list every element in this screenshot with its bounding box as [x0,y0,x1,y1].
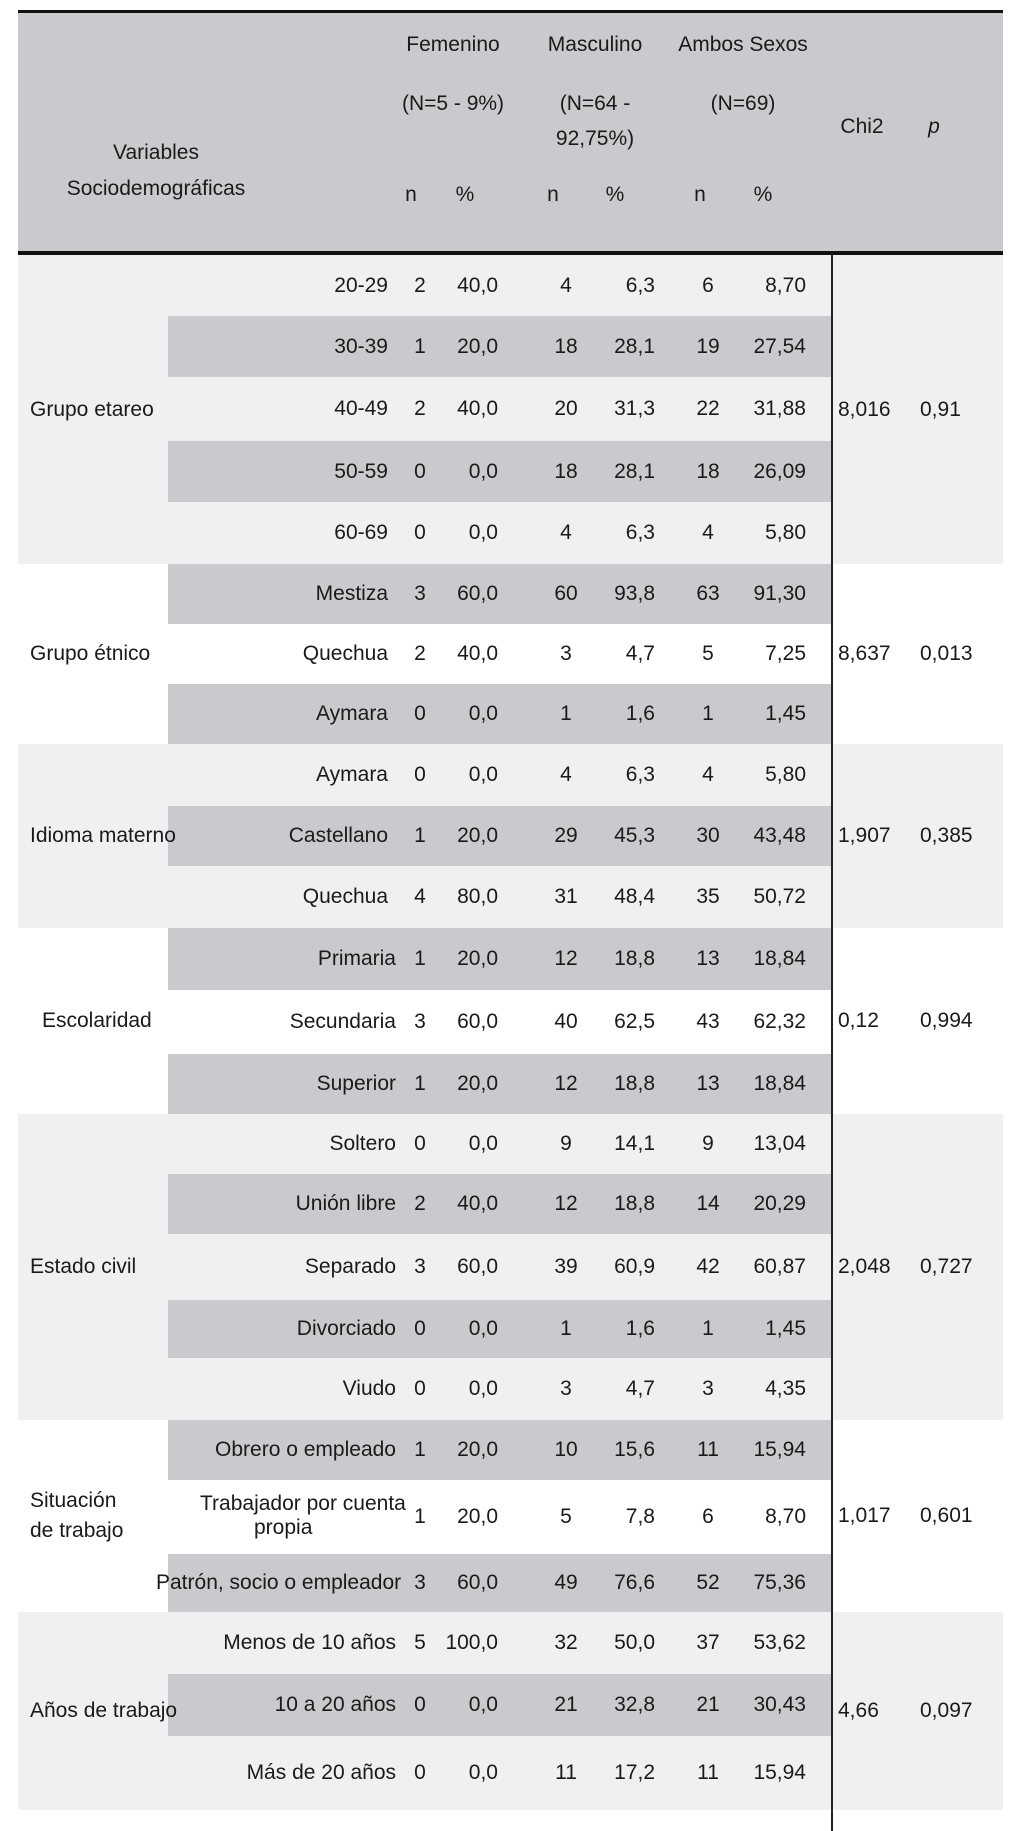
table-cell: 60,0 [457,1010,498,1033]
table-cell: 11 [697,1438,719,1461]
table-cell: 21 [554,1693,578,1716]
header-n-masc: n [547,183,559,206]
table-cell: 5 [560,1505,572,1528]
table-cell: 1 [560,1317,572,1340]
chi2-value: 2,048 [838,1255,891,1278]
category-label: Castellano [288,824,388,847]
header-variables-line2: Sociodemográficas [66,177,246,200]
group-label: Años de trabajo [30,1699,178,1722]
header-chi2: Chi2 [840,115,884,138]
table-cell: 14,1 [614,1132,655,1155]
category-label: Separado [304,1255,396,1278]
category-label: Quechua [302,885,388,908]
group-label: de trabajo [30,1519,124,1542]
table-cell: 18,8 [614,1192,655,1215]
table-cell: 20,0 [457,1438,498,1461]
table-cell: 7,25 [765,642,806,665]
table-cell: 60,87 [753,1255,806,1278]
table-cell: 93,8 [614,582,655,605]
table-cell: 15,94 [753,1438,806,1461]
table-cell: 49 [554,1571,578,1594]
table-cell: 1 [414,824,426,847]
table-cell: 0,0 [468,459,498,483]
table-cell: 1 [414,334,426,358]
header-n-ambos: n [694,183,706,206]
category-label: 40-49 [334,397,388,420]
table-cell: 20,0 [457,334,498,358]
table-cell: 100,0 [445,1631,498,1654]
table-cell: 6,3 [625,273,655,297]
table-cell: 15,6 [614,1438,655,1461]
table-cell: 0,0 [468,1132,498,1155]
table-cell: 20 [554,397,578,420]
header-masculino-n1: (N=64 - [559,92,631,115]
table-cell: 80,0 [457,885,498,908]
table-cell: 3 [414,1571,426,1594]
table-cell: 40,0 [457,642,498,665]
table-cell: 0 [414,1317,426,1340]
table-cell: 8,70 [765,273,806,297]
table-cell: 4 [702,763,714,786]
category-label: Trabajador por cuenta [200,1492,406,1515]
table-cell: 75,36 [753,1571,806,1594]
table-cell: 53,62 [753,1631,806,1654]
table-cell: 48,4 [614,885,655,908]
table-cell: 0,0 [468,1761,498,1784]
table-cell: 26,09 [753,459,806,483]
table-cell: 4 [560,763,572,786]
table-cell: 76,6 [614,1571,655,1594]
chi2-value: 4,66 [838,1699,879,1722]
table-cell: 0,0 [468,1317,498,1340]
group-label: Escolaridad [42,1009,152,1032]
table-cell: 18 [554,334,578,358]
table-cell: 0,0 [468,763,498,786]
category-label-cont: propia [254,1516,313,1539]
table-cell: 12 [554,947,578,970]
category-label: Aymara [316,702,388,725]
p-value: 0,601 [920,1504,973,1527]
table-cell: 91,30 [753,582,806,605]
group-label: Situación [30,1489,117,1512]
table-cell: 40,0 [457,1192,498,1215]
chi2-value: 0,12 [838,1009,879,1032]
table-cell: 20,29 [753,1192,806,1215]
table-cell: 37 [696,1631,720,1654]
table-cell: 31 [554,885,578,908]
table-cell: 1 [414,1505,426,1528]
table-cell: 4 [414,885,426,908]
category-label: Superior [316,1072,396,1095]
header-pct-ambos: % [753,183,773,206]
table-cell: 20,0 [457,1505,498,1528]
category-label: Patrón, socio o empleador [156,1571,402,1594]
category-label: Aymara [316,763,388,786]
table-cell: 10 [554,1438,578,1461]
p-value: 0,91 [920,397,961,421]
table-cell: 2 [414,642,426,665]
table-cell: 27,54 [753,334,806,358]
table-cell: 1 [560,702,572,725]
p-value: 0,994 [920,1009,973,1032]
header-ambos: Ambos Sexos [678,33,808,56]
category-label: 60-69 [334,521,388,544]
table-cell: 4 [560,273,572,297]
table-cell: 5 [702,642,714,665]
table-cell: 1 [414,1072,426,1095]
table-cell: 1,6 [625,1317,655,1340]
table-cell: 13,04 [753,1132,806,1155]
p-value: 0,097 [920,1699,973,1722]
header-femenino-n: (N=5 - 9%) [401,92,505,115]
category-label: Quechua [302,642,388,665]
table-cell: 20,0 [457,824,498,847]
table-cell: 18,84 [753,1072,806,1095]
table-cell: 31,88 [753,397,806,420]
table-cell: 4,7 [625,642,655,665]
table-cell: 1 [702,1317,714,1340]
table-cell: 39 [554,1255,578,1278]
table-cell: 0,0 [468,1693,498,1716]
table-cell: 50,72 [753,885,806,908]
table-cell: 52 [696,1571,720,1594]
table-cell: 18,8 [614,1072,655,1095]
table-cell: 0,0 [468,702,498,725]
category-label: Viudo [342,1377,396,1400]
table-cell: 60,0 [457,582,498,605]
table-cell: 4,35 [765,1377,806,1400]
table-cell: 3 [414,1010,426,1033]
table-cell: 11 [555,1761,577,1784]
table-cell: 60 [554,582,578,605]
table-cell: 12 [554,1192,578,1215]
table-cell: 43 [696,1010,720,1033]
table-cell: 8,70 [765,1505,806,1528]
table-cell: 0 [414,1377,426,1400]
table-cell: 45,3 [614,824,655,847]
table-cell: 5 [414,1631,426,1654]
header-femenino: Femenino [406,33,500,56]
table-cell: 0,0 [468,521,498,544]
table-cell: 13 [696,947,720,970]
chi2-value: 1,017 [838,1504,891,1527]
table-cell: 2 [414,273,426,297]
category-label: 10 a 20 años [274,1693,396,1716]
table-cell: 19 [696,334,720,358]
group-label: Estado civil [30,1255,137,1278]
table-cell: 20,0 [457,947,498,970]
table-cell: 60,0 [457,1255,498,1278]
table-cell: 31,3 [614,397,655,420]
table-cell: 43,48 [753,824,806,847]
header-ambos-n: (N=69) [710,92,776,115]
header-pct-masc: % [605,183,625,206]
chi2-value: 1,907 [838,824,891,847]
category-label: Menos de 10 años [223,1631,396,1654]
table-cell: 60,9 [614,1255,655,1278]
table-cell: 40,0 [457,397,498,420]
category-label: Primaria [317,947,396,970]
table-cell: 40 [554,1010,578,1033]
table-cell: 6 [702,273,714,297]
category-label: Más de 20 años [246,1761,396,1784]
table-cell: 4,7 [625,1377,655,1400]
table-cell: 11 [697,1761,719,1784]
group-label: Grupo étnico [30,642,151,665]
category-label: Soltero [329,1132,396,1155]
table-cell: 7,8 [625,1505,655,1528]
chi2-value: 8,637 [838,642,891,665]
category-label: 20-29 [334,273,388,297]
table-cell: 22 [696,397,720,420]
category-label: Divorciado [296,1317,396,1340]
p-value: 0,727 [920,1255,973,1278]
table-cell: 63 [696,582,720,605]
table-cell: 0 [414,702,426,725]
table-cell: 14 [696,1192,720,1215]
category-label: Mestiza [315,582,388,605]
header-masculino: Masculino [547,33,643,56]
table-cell: 1,6 [625,702,655,725]
table-cell: 35 [696,885,720,908]
table-cell: 3 [560,1377,572,1400]
table-cell: 0 [414,1761,426,1784]
table-cell: 0 [414,521,426,544]
table-cell: 18,8 [614,947,655,970]
header-n-fem: n [405,183,417,206]
table-cell: 60,0 [457,1571,498,1594]
category-label: Unión libre [295,1192,396,1215]
chi2-value: 8,016 [838,397,891,421]
table-cell: 50,0 [614,1631,655,1654]
table-cell: 1 [414,1438,426,1461]
table-cell: 4 [702,521,714,544]
category-label: Obrero o empleado [215,1438,396,1461]
table-cell: 3 [560,642,572,665]
table-cell: 62,32 [753,1010,806,1033]
table-cell: 3 [414,582,426,605]
table-cell: 3 [414,1255,426,1278]
category-label: Secundaria [289,1010,396,1033]
table-cell: 5,80 [765,763,806,786]
group-label: Idioma materno [30,824,176,847]
table-cell: 18,84 [753,947,806,970]
table-cell: 1 [702,702,714,725]
table-cell: 0 [414,459,426,483]
table-cell: 4 [560,521,572,544]
table-cell: 6 [702,1505,714,1528]
table-cell: 0 [414,763,426,786]
table-cell: 40,0 [457,273,498,297]
table-cell: 30,43 [753,1693,806,1716]
table-cell: 15,94 [753,1761,806,1784]
table-cell: 32 [554,1631,578,1654]
p-value: 0,385 [920,824,973,847]
table-cell: 28,1 [614,334,655,358]
table-cell: 0,0 [468,1377,498,1400]
table-cell: 2 [414,397,426,420]
table-cell: 5,80 [765,521,806,544]
table-cell: 6,3 [625,763,655,786]
table-cell: 1 [414,947,426,970]
table-cell: 42 [696,1255,720,1278]
table-cell: 28,1 [614,459,655,483]
header-variables-line1: Variables [113,141,199,164]
table-cell: 21 [696,1693,720,1716]
table-cell: 3 [702,1377,714,1400]
table-cell: 30 [696,824,720,847]
group-label: Grupo etareo [30,397,154,421]
p-value: 0,013 [920,642,973,665]
header-masculino-n2: 92,75%) [555,127,635,150]
table-cell: 0 [414,1132,426,1155]
table-cell: 9 [702,1132,714,1155]
table-cell: 9 [560,1132,572,1155]
table-cell: 6,3 [625,521,655,544]
table-cell: 29 [554,824,578,847]
table-cell: 18 [696,459,720,483]
header-p: p [928,115,940,138]
table-cell: 32,8 [614,1693,655,1716]
category-label: 30-39 [334,334,388,358]
table-cell: 1,45 [765,702,806,725]
table-cell: 18 [554,459,578,483]
table-cell: 20,0 [457,1072,498,1095]
category-label: 50-59 [334,459,388,483]
table-cell: 13 [696,1072,720,1095]
table-cell: 12 [554,1072,578,1095]
table-cell: 1,45 [765,1317,806,1340]
table-cell: 2 [414,1192,426,1215]
column-divider [831,255,833,1831]
table-cell: 0 [414,1693,426,1716]
header-pct-fem: % [455,183,475,206]
table-cell: 62,5 [614,1010,655,1033]
table-cell: 17,2 [614,1761,655,1784]
